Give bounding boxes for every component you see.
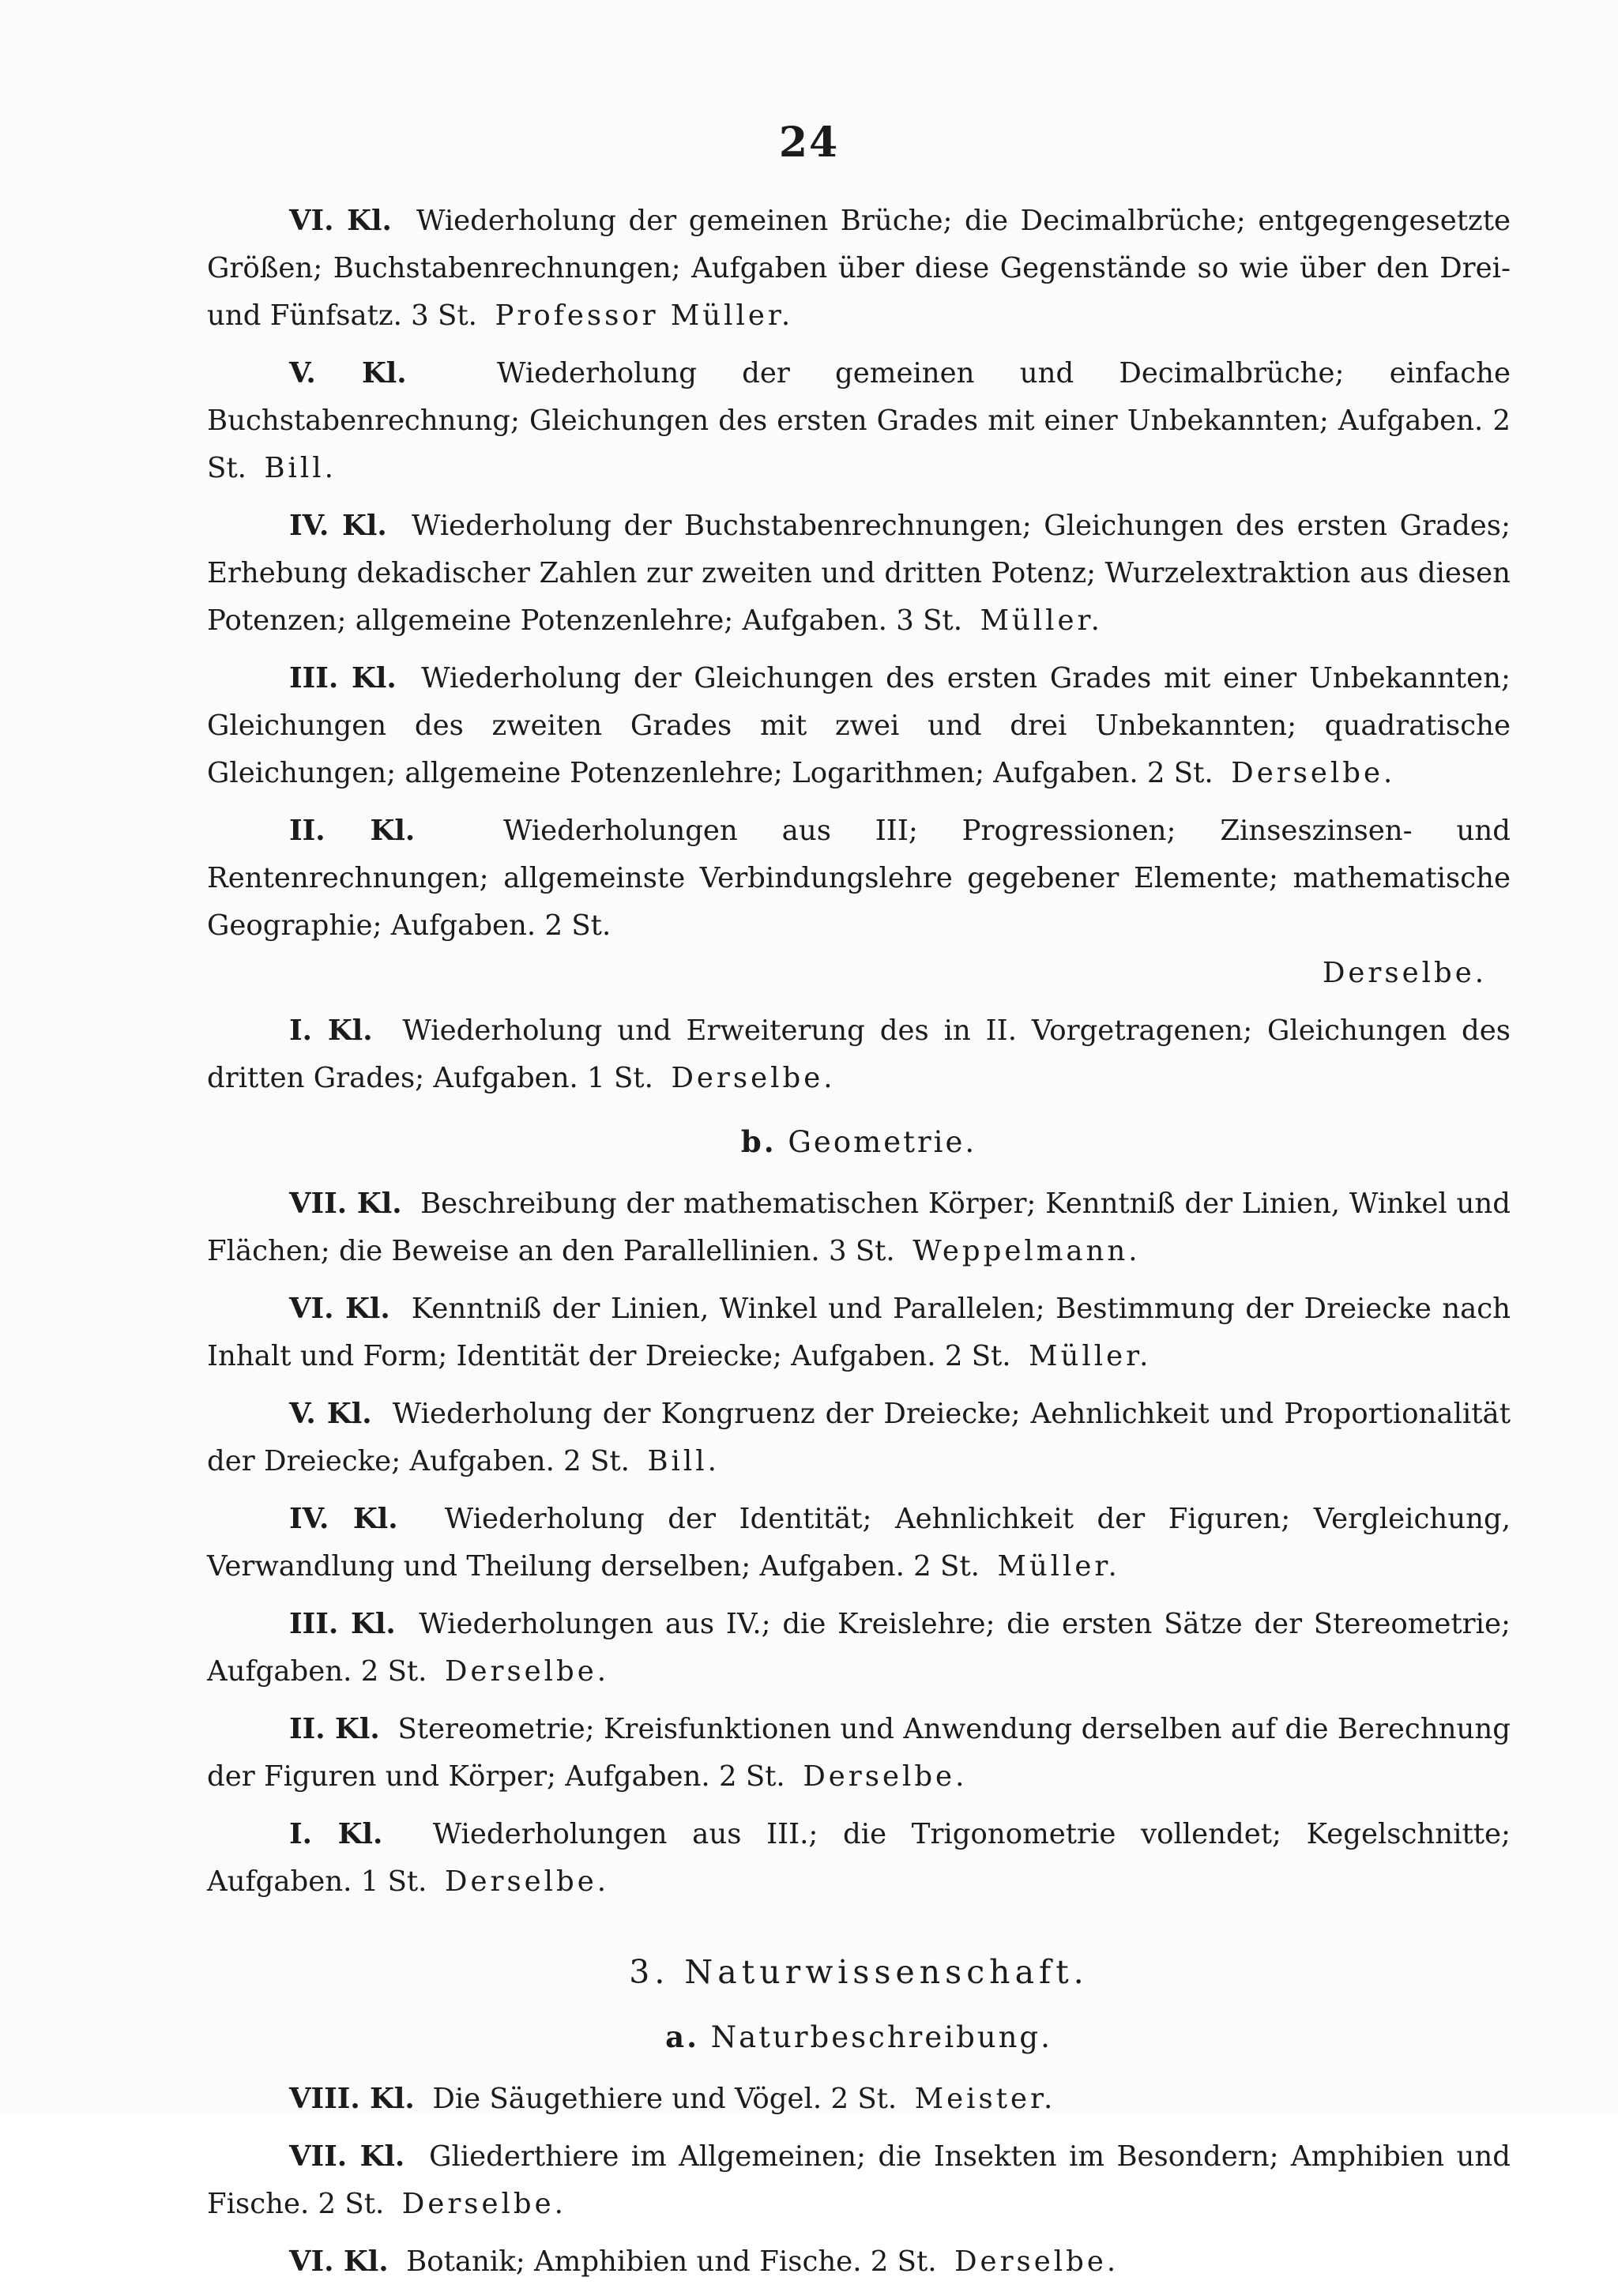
entry-text: Kenntniß der Linien, Winkel und Parallelen; Bestimmung der Dreiecke nach Inhalt und Form; Identität der Dreiecke; Aufgaben. 2 St.: [207, 1293, 1511, 1372]
teacher-name: Derselbe.: [803, 1760, 968, 1793]
subheading-title: Naturbeschreibung.: [710, 2020, 1052, 2054]
class-label: III. Kl.: [289, 1608, 396, 1640]
math-entry-i: [207, 1007, 1511, 1102]
class-label: I. Kl.: [289, 1014, 373, 1047]
section-heading: 3. Naturwissenschaft.: [629, 1953, 1089, 1991]
entry-text: Wiederholung der Kongruenz der Dreiecke; Aehnlichkeit und Proportionalität der Dreiecke; Aufgaben. 2 St.: [207, 1398, 1511, 1477]
teacher-name: Derselbe.: [1322, 957, 1487, 989]
teacher-name: Meister.: [914, 2083, 1056, 2115]
entry-text: Wiederholung der Buchstabenrechnungen; Gleichungen des ersten Grades; Erhebung dekadischer Zahlen zur zweiten und dritten Potenz; Wurzelextraktion aus diesen Potenzen; allgemeine Potenzenlehre; Aufgaben. 3 St.: [207, 510, 1511, 637]
entry-text: Gliederthiere im Allgemeinen; die Insekten im Besondern; Amphibien und Fische. 2 St.: [207, 2140, 1511, 2220]
class-label: VI. Kl.: [289, 1293, 390, 1325]
nature-heading: [207, 2013, 1511, 2061]
subheading-label: a.: [665, 2019, 699, 2054]
teacher-name: Derselbe.: [954, 2245, 1119, 2278]
teacher-name: Müller.: [980, 604, 1103, 637]
class-label: II. Kl.: [289, 815, 416, 847]
class-label: IV. Kl.: [289, 1503, 398, 1535]
class-label: V. Kl.: [289, 1398, 372, 1430]
entry-text: Wiederholung und Erweiterung des in II. Vorgetragenen; Gleichungen des dritten Grades; Aufgaben. 1 St.: [207, 1014, 1511, 1094]
class-label: VIII. Kl.: [289, 2083, 415, 2115]
entry-text: Die Säugethiere und Vögel. 2 St.: [432, 2083, 897, 2115]
teacher-name: Derselbe.: [671, 1062, 836, 1094]
class-label: VII. Kl.: [289, 1188, 402, 1220]
entry-text: Wiederholungen aus IV.; die Kreislehre; die ersten Sätze der Stereometrie; Aufgaben. 2 St.: [207, 1608, 1511, 1688]
entry-text: Wiederholung der Identität; Aehnlichkeit der Figuren; Vergleichung, Verwandlung und Theilung derselben; Aufgaben. 2 St.: [207, 1503, 1511, 1583]
geometry-entry-v: [207, 1391, 1511, 1485]
entry-text: Wiederholung der Gleichungen des ersten Grades mit einer Unbekannten; Gleichungen des zweiten Grades mit zwei und drei Unbekannten; quadratische Gleichungen; allgemeine Potenzenlehre; Logarithmen; Aufgaben. 2 St.: [207, 662, 1511, 789]
math-entry-v: [207, 350, 1511, 492]
class-label: VI. Kl.: [289, 2245, 389, 2278]
class-label: I. Kl.: [289, 1818, 383, 1850]
class-label: III. Kl.: [289, 662, 397, 694]
entry-text: Stereometrie; Kreisfunktionen und Anwendung derselben auf die Berechnung der Figuren und Körper; Aufgaben. 2 St.: [207, 1713, 1511, 1793]
subheading-title: Geometrie.: [788, 1125, 977, 1159]
geometry-entry-vi: [207, 1285, 1511, 1380]
entry-text: Beschreibung der mathematischen Körper; Kenntniß der Linien, Winkel und Flächen; die Beweise an den Parallellinien. 3 St.: [207, 1188, 1511, 1267]
teacher-name: Professor Müller.: [495, 299, 794, 332]
teacher-name: Derselbe.: [445, 1655, 610, 1688]
subheading-label: b.: [740, 1124, 777, 1159]
geometry-entry-i: [207, 1811, 1511, 1906]
geometry-entry-vii: [207, 1180, 1511, 1275]
entry-text: Botanik; Amphibien und Fische. 2 St.: [406, 2245, 937, 2278]
nature-entry-vii: [207, 2133, 1511, 2228]
teacher-name: Derselbe.: [401, 2188, 566, 2220]
entry-text: Wiederholungen aus III; Progressionen; Zinseszinsen- und Rentenrechnungen; allgemeinste Verbindungslehre gegebener Elemente; mathematische Geographie; Aufgaben. 2 St.: [207, 815, 1511, 942]
class-label: II. Kl.: [289, 1713, 380, 1745]
nature-entry-vi: [207, 2238, 1511, 2286]
class-label: VI. Kl.: [289, 205, 392, 237]
teacher-name: Derselbe.: [445, 1865, 610, 1898]
geometry-heading: [207, 1118, 1511, 1166]
math-entry-iv: [207, 502, 1511, 645]
math-entry-ii: [207, 807, 1511, 997]
teacher-name: Weppelmann.: [912, 1235, 1141, 1267]
class-label: V. Kl.: [289, 357, 407, 390]
entry-text: Wiederholungen aus III.; die Trigonometrie vollendet; Kegelschnitte; Aufgaben. 1 St.: [207, 1818, 1511, 1898]
page-body: [207, 198, 1511, 2296]
teacher-name: Müller.: [997, 1550, 1120, 1583]
geometry-entry-ii: [207, 1706, 1511, 1801]
page-number: 24: [778, 119, 840, 167]
geometry-entry-iv: [207, 1496, 1511, 1590]
nature-entry-viii: [207, 2076, 1511, 2123]
teacher-name: Bill.: [264, 452, 337, 484]
entry-text: Wiederholung der gemeinen Brüche; die Decimalbrüche; entgegengesetzte Größen; Buchstabenrechnungen; Aufgaben über diese Gegenstände so wie über den Drei- und Fünfsatz. 3 St.: [207, 205, 1511, 332]
class-label: VII. Kl.: [289, 2140, 405, 2173]
teacher-name: Derselbe.: [1231, 757, 1396, 789]
class-label: IV. Kl.: [289, 510, 387, 542]
geometry-entry-iii: [207, 1601, 1511, 1696]
teacher-name: Bill.: [647, 1445, 720, 1477]
math-entry-vi: [207, 198, 1511, 340]
entry-text: Wiederholung der gemeinen und Decimalbrüche; einfache Buchstabenrechnung; Gleichungen des ersten Grades mit einer Unbekannten; Aufgaben. 2 St.: [207, 357, 1511, 484]
teacher-name: Müller.: [1029, 1340, 1152, 1372]
math-entry-iii: [207, 655, 1511, 797]
